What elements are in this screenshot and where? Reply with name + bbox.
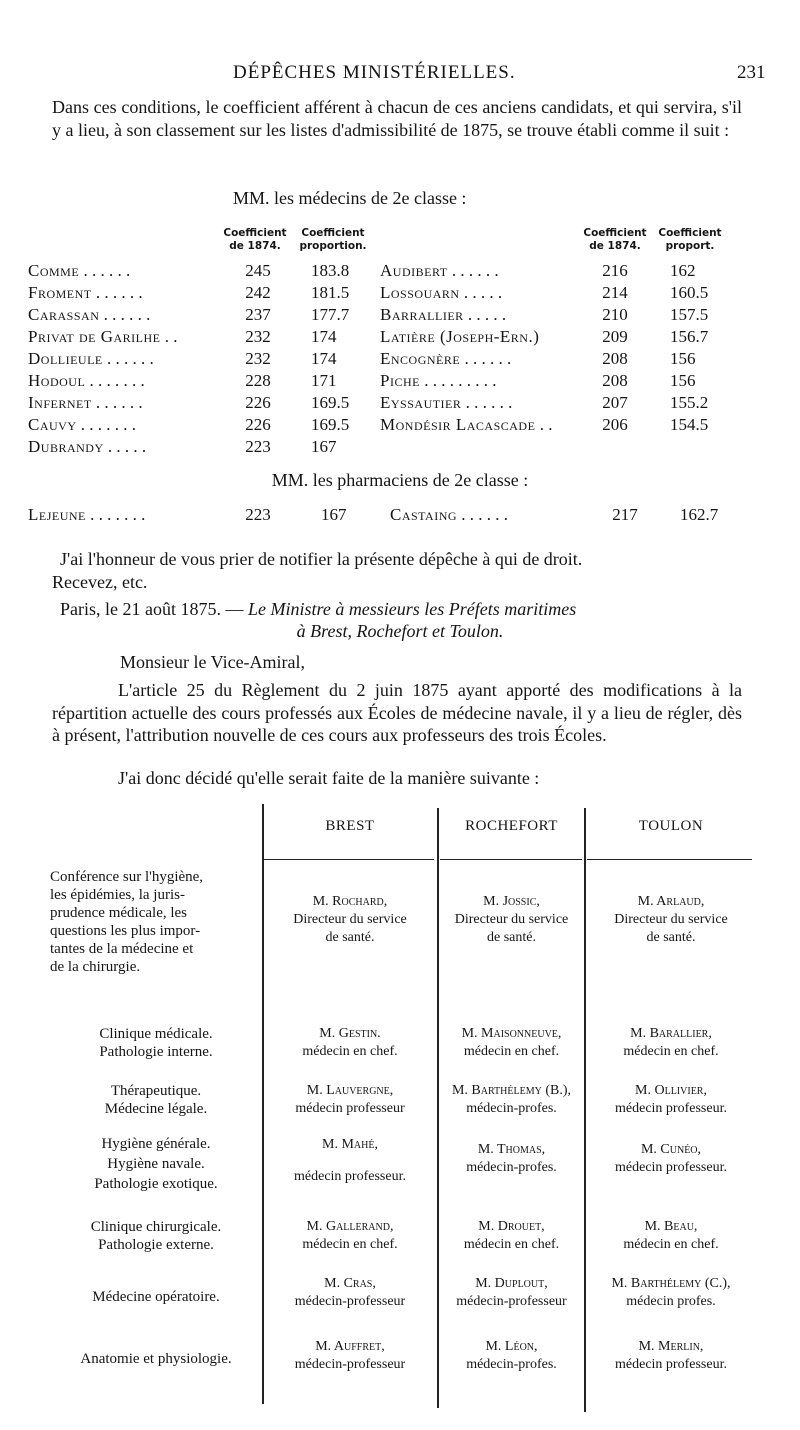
table-cell: M. Duplout, médecin-professeur xyxy=(456,1276,567,1309)
list-item: Dollieule . . . . . . 232 174 xyxy=(28,349,337,368)
decided-line: J'ai donc décidé qu'elle serait faite de la manière suivante : xyxy=(118,768,540,788)
dateline-cont: à Brest, Rochefort et Toulon. xyxy=(296,621,504,641)
list-item: Mondésir Lacascade . . 206 154.5 xyxy=(380,415,709,434)
table-cell: M. Barthélemy (B.), médecin-profes. xyxy=(451,1083,571,1116)
list-item: Infernet . . . . . . 226 169.5 xyxy=(28,393,350,412)
table-cell: M. Gestin. médecin en chef. xyxy=(302,1026,398,1059)
table-cell: M. Barallier, médecin en chef. xyxy=(623,1026,719,1059)
table-row-subject: Conférence sur l'hygiène, les épidémies, la juris- prudence médicale, les questions les plus impor- tantes de la médecine et de la chirurgie. xyxy=(50,869,204,975)
table-cell: M. Arlaud, Directeur du service de santé. xyxy=(614,894,728,945)
table-row-subject: Anatomie et physiologie. xyxy=(80,1351,232,1367)
table-cell: M. Drouet, médecin en chef. xyxy=(463,1219,560,1252)
table-cell: M. Maisonneuve, médecin en chef. xyxy=(461,1026,562,1059)
table-cell: M. Barthélemy (C.), médecin profes. xyxy=(611,1276,731,1309)
pharmaciens-heading: MM. les pharmaciens de 2e classe : xyxy=(271,470,529,490)
medecins-left-list xyxy=(28,260,388,458)
table-cell: M. Gallerand, médecin en chef. xyxy=(302,1219,398,1252)
table-cell: M. Auffret, médecin-professeur xyxy=(294,1339,406,1372)
list-item: Cauvy . . . . . . . 226 169.5 xyxy=(28,415,350,434)
list-item: Hodoul . . . . . . . 228 171 xyxy=(28,371,337,390)
table-row-subject: Clinique médicale. Pathologie interne. xyxy=(99,1026,213,1060)
col-head-coef1874-right: Coefficient de 1874. xyxy=(583,227,647,252)
th-rochefort: ROCHEFORT xyxy=(465,818,558,834)
table-row-subject: Médecine opératoire. xyxy=(92,1289,220,1305)
list-item: Piche . . . . . . . . . 208 156 xyxy=(380,371,696,390)
table-cell: M. Jossic, Directeur du service de santé. xyxy=(454,894,569,945)
list-item: Barrallier . . . . . 210 157.5 xyxy=(380,305,709,324)
article-paragraph: L'article 25 du Règlement du 2 juin 1875 ayant apporté des modifications à la répartition actuelle des cours professés aux Écoles de médecine navale, il y a lieu de régler, dès à présent, l'attribution nouvelle de ces cours aux professeurs des trois Écoles. xyxy=(52,680,742,745)
table-cell: M. Rochard, Directeur du service de santé. xyxy=(293,894,407,945)
list-item: Latière (Joseph-Ern.) 209 156.7 xyxy=(380,327,709,346)
medecins-heading: MM. les médecins de 2e classe : xyxy=(233,188,467,208)
header-title: DÉPÊCHES MINISTÉRIELLES. xyxy=(233,62,516,83)
list-item: Eyssautier . . . . . . 207 155.2 xyxy=(380,393,709,412)
list-item: Audibert . . . . . . 216 162 xyxy=(380,261,696,280)
table-row-subject: Thérapeutique. Médecine légale. xyxy=(104,1083,208,1117)
list-item: Privat de Garilhe . . 232 174 xyxy=(28,327,337,346)
table-cell: M. Ollivier, médecin professeur. xyxy=(615,1083,727,1116)
table-row-subject: Clinique chirurgicale. Pathologie externe. xyxy=(90,1219,222,1253)
table-cell: M. Mahé, médecin professeur. xyxy=(294,1137,406,1184)
pharmacien-right: Castaing . . . . . . 217 162.7 xyxy=(390,505,719,524)
medecins-right-list xyxy=(380,260,780,436)
list-item: Comme . . . . . . 245 183.8 xyxy=(28,261,350,280)
intro-paragraph: Dans ces conditions, le coefficient afférent à chacun de ces anciens candidats, et qui servira, s'il y a lieu, à son classement sur les listes d'admissibilité de 1875, se trouve établi comme il suit : xyxy=(52,97,742,140)
th-brest: BREST xyxy=(325,818,375,834)
list-item: Lossouarn . . . . . 214 160.5 xyxy=(380,283,709,302)
col-head-coefprop: Coefficient proportion. xyxy=(299,227,367,252)
list-item: Carassan . . . . . . 237 177.7 xyxy=(28,305,350,324)
th-toulon: TOULON xyxy=(638,818,704,834)
table-cell: M. Merlin, médecin professeur. xyxy=(615,1339,727,1372)
table-cell: M. Léon, médecin-profes. xyxy=(466,1339,557,1372)
salutation: Monsieur le Vice-Amiral, xyxy=(120,652,306,672)
list-item: Encognère . . . . . . 208 156 xyxy=(380,349,696,368)
page-number: 231 xyxy=(737,62,766,83)
table-cell: M. Thomas, médecin-profes. xyxy=(466,1142,557,1175)
pharmacien-left: Lejeune . . . . . . . 223 167 xyxy=(28,505,347,524)
table-cell: M. Cunéo, médecin professeur. xyxy=(615,1142,727,1175)
col-head-coefprop-right: Coefficient proport. xyxy=(658,227,722,252)
dateline: Paris, le 21 août 1875. — Le Ministre à messieurs les Préfets maritimes xyxy=(60,599,577,619)
table-row-subject: Hygiène générale. Hygiène navale. Pathologie exotique. xyxy=(94,1136,218,1192)
table-cell: M. Cras, médecin-professeur xyxy=(294,1276,406,1309)
list-item: Froment . . . . . . 242 181.5 xyxy=(28,283,350,302)
closing-line: J'ai l'honneur de vous prier de notifier la présente dépêche à qui de droit. xyxy=(60,549,583,569)
table-cell: M. Beau, médecin en chef. xyxy=(623,1219,719,1252)
recevez-line: Recevez, etc. xyxy=(52,572,148,592)
col-head-coef1874: Coefficient de 1874. xyxy=(223,227,287,252)
list-item: Dubrandy . . . . . 223 167 xyxy=(28,437,337,456)
table-cell: M. Lauvergne, médecin professeur xyxy=(295,1083,405,1116)
